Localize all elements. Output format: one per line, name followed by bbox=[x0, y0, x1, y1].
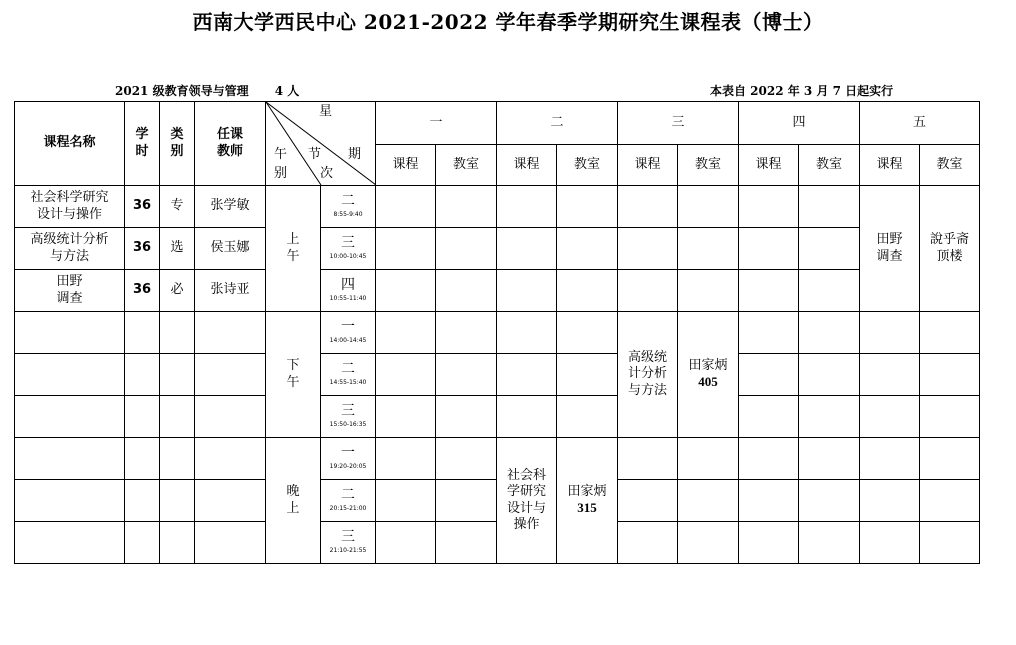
student-count: 4 人 bbox=[274, 84, 300, 98]
period-evening bbox=[266, 438, 321, 564]
slot-cell bbox=[321, 522, 376, 564]
cohort-info bbox=[115, 82, 299, 99]
sub-header-course: 课程 bbox=[860, 144, 920, 186]
course-teacher: 张学敏 bbox=[195, 186, 266, 228]
slot-cell bbox=[321, 270, 376, 312]
slot-time: 14:55-15:40 bbox=[329, 379, 367, 386]
sub-header-room: 教室 bbox=[557, 144, 618, 186]
slot-cell bbox=[321, 312, 376, 354]
slot-number: 三 bbox=[341, 528, 355, 545]
table-row bbox=[15, 354, 980, 396]
day-header-wed: 三 bbox=[618, 102, 739, 145]
fri-morning-room bbox=[920, 186, 980, 312]
course-name-text: 高级统计分析 与方法 bbox=[30, 232, 109, 264]
effective-date: 本表自 2022 年 3 月 7 日起实行 bbox=[710, 84, 894, 98]
schedule-table bbox=[14, 101, 980, 564]
period-morning-text: 上 午 bbox=[286, 232, 300, 264]
course-name bbox=[15, 270, 125, 312]
slot-cell bbox=[321, 438, 376, 480]
table-row bbox=[15, 312, 980, 354]
table-row bbox=[15, 228, 980, 270]
slot-time: 8:55-9:40 bbox=[333, 211, 363, 218]
period-morning bbox=[266, 186, 321, 312]
sub-header-course: 课程 bbox=[618, 144, 678, 186]
tue-evening-room bbox=[557, 438, 618, 564]
wed-afternoon-room bbox=[678, 312, 739, 438]
cohort-name: 2021 级教育领导与管理 bbox=[115, 84, 249, 98]
tue-evening-room-name: 田家炳 bbox=[567, 483, 607, 499]
sub-header-course: 课程 bbox=[497, 144, 557, 186]
sub-header-course: 课程 bbox=[376, 144, 436, 186]
wed-afternoon-course-text: 高级统 计分析 与方法 bbox=[627, 350, 667, 398]
sub-header-room: 教室 bbox=[920, 144, 980, 186]
slot-cell bbox=[321, 396, 376, 438]
course-hours: 36 bbox=[125, 186, 160, 228]
header-category-text: 类 别 bbox=[170, 127, 184, 159]
slot-number: 三 bbox=[341, 234, 355, 251]
course-category: 专 bbox=[160, 186, 195, 228]
day-header-mon: 一 bbox=[376, 102, 497, 145]
course-teacher: 侯玉娜 bbox=[195, 228, 266, 270]
sub-header-room: 教室 bbox=[678, 144, 739, 186]
fri-morning-course-text: 田野 调查 bbox=[876, 232, 903, 264]
day-header-thu: 四 bbox=[739, 102, 860, 145]
slot-number: 一 bbox=[341, 318, 355, 335]
day-header-tue: 二 bbox=[497, 102, 618, 145]
course-hours: 36 bbox=[125, 228, 160, 270]
tue-evening-course-text: 社会科 学研究 设计与 操作 bbox=[506, 468, 546, 532]
wed-afternoon-course bbox=[618, 312, 678, 438]
course-hours: 36 bbox=[125, 270, 160, 312]
header-teacher bbox=[195, 102, 266, 186]
slot-time: 15:50-16:35 bbox=[329, 421, 367, 428]
slot-time: 21:10-21:55 bbox=[329, 547, 367, 554]
sub-header-course: 课程 bbox=[739, 144, 799, 186]
header-corner bbox=[266, 102, 376, 186]
slot-time: 14:00-14:45 bbox=[329, 337, 367, 344]
slot-time: 10:00-10:45 bbox=[329, 253, 367, 260]
corner-wu: 午 bbox=[274, 147, 288, 162]
tue-evening-course bbox=[497, 438, 557, 564]
table-row bbox=[15, 396, 980, 438]
slot-cell bbox=[321, 480, 376, 522]
period-afternoon bbox=[266, 312, 321, 438]
header-hours bbox=[125, 102, 160, 186]
slot-cell bbox=[321, 186, 376, 228]
period-evening-text: 晚 上 bbox=[286, 484, 300, 516]
corner-jie: 节 bbox=[308, 147, 322, 162]
course-teacher: 张诗亚 bbox=[195, 270, 266, 312]
sub-header-room: 教室 bbox=[436, 144, 497, 186]
corner-xing: 星 bbox=[319, 104, 333, 119]
course-category: 必 bbox=[160, 270, 195, 312]
slot-number: 一 bbox=[341, 444, 355, 461]
course-name-text: 社会科学研究 设计与操作 bbox=[30, 190, 109, 222]
fri-morning-course bbox=[860, 186, 920, 312]
header-course-name: 课程名称 bbox=[15, 102, 125, 186]
header-teacher-text: 任课 教师 bbox=[216, 127, 243, 159]
slot-number: 二 bbox=[341, 486, 355, 503]
slot-time: 19:20-20:05 bbox=[329, 463, 367, 470]
slot-number: 二 bbox=[341, 192, 355, 209]
wed-afternoon-room-name: 田家炳 bbox=[688, 357, 728, 373]
page-title: 西南大学西民中心 2021-2022 学年春季学期研究生课程表（博士） bbox=[192, 10, 824, 34]
header-hours-text: 学 时 bbox=[135, 127, 149, 159]
table-row bbox=[15, 270, 980, 312]
corner-ci: 次 bbox=[320, 166, 334, 181]
course-category: 选 bbox=[160, 228, 195, 270]
course-name-text: 田野 调查 bbox=[56, 274, 83, 306]
table-row bbox=[15, 438, 980, 480]
header-category bbox=[160, 102, 195, 186]
slot-number: 三 bbox=[341, 402, 355, 419]
slot-time: 20:15-21:00 bbox=[329, 505, 367, 512]
course-name bbox=[15, 186, 125, 228]
tue-evening-room-number: 315 bbox=[577, 500, 597, 515]
sub-header-room: 教室 bbox=[799, 144, 860, 186]
slot-cell bbox=[321, 228, 376, 270]
slot-cell bbox=[321, 354, 376, 396]
wed-afternoon-room-number: 405 bbox=[698, 374, 718, 389]
day-header-fri: 五 bbox=[860, 102, 980, 145]
table-row bbox=[15, 186, 980, 228]
slot-time: 10:55-11:40 bbox=[329, 295, 367, 302]
corner-bie: 别 bbox=[274, 166, 288, 181]
course-name bbox=[15, 228, 125, 270]
slot-number: 二 bbox=[341, 360, 355, 377]
fri-morning-room-text: 說乎斋 顶楼 bbox=[929, 232, 969, 264]
corner-qi: 期 bbox=[348, 147, 362, 162]
slot-number: 四 bbox=[341, 276, 355, 293]
period-afternoon-text: 下 午 bbox=[286, 358, 300, 390]
